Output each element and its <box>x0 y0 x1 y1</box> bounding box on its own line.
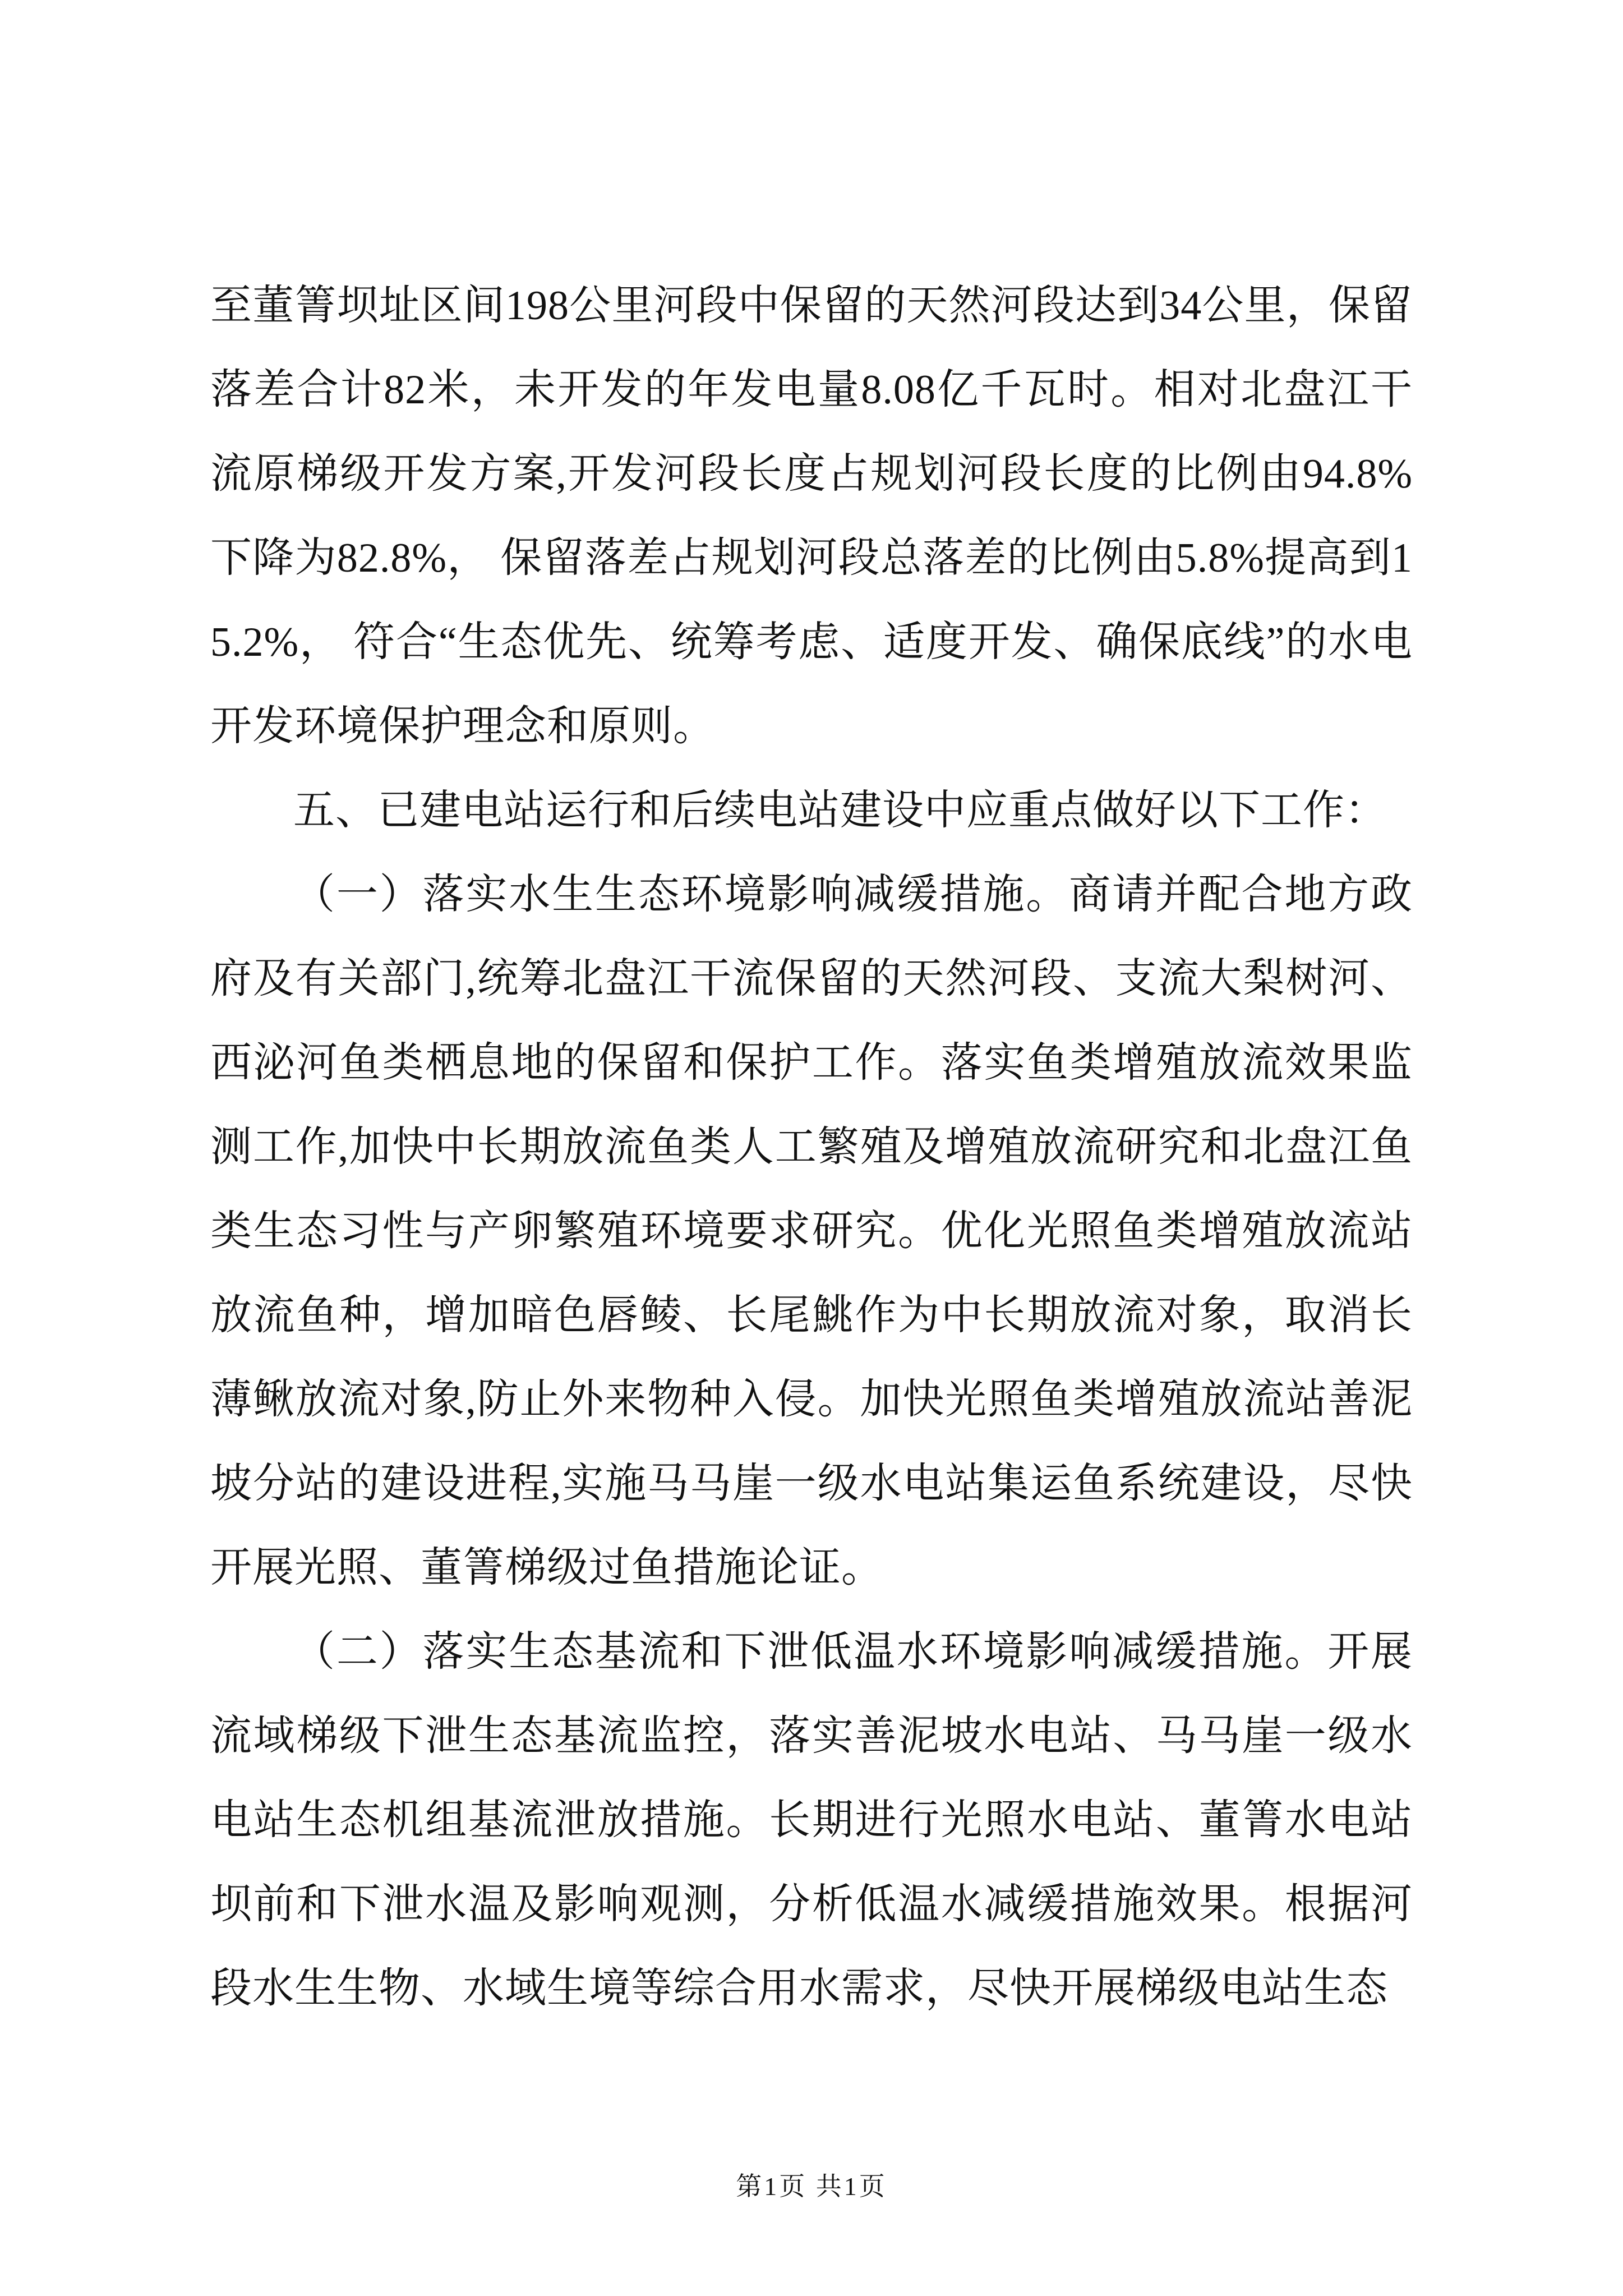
document-body <box>210 264 1413 2031</box>
paragraph-section-5-heading: 五、已建电站运行和后续电站建设中应重点做好以下工作： <box>293 788 1387 834</box>
paragraph-item-1: （一）落实水生生态环境影响减缓措施。商请并配合地方政府及有关部门,统筹北盘江干流保留的天然河段、支流大梨树河、西泌河鱼类栖息地的保留和保护工作。落实鱼类增殖放流效果监测工作,加快中长期放流鱼类人工繁殖及增殖放流研究和北盘江鱼类生态习性与产卵繁殖环境要求研究。优化光照鱼类增殖放流站放流鱼种，增加暗色唇鲮、长尾鮡作为中长期放流对象，取消长薄鳅放流对象,防止外来物种入侵。加快光照鱼类增殖放流站善泥坡分站的建设进程,实施马马崖一级水电站集运鱼系统建设，尽快开展光照、董箐梯级过鱼措施论证。 <box>210 872 1413 1591</box>
paragraph-item-2: （二）落实生态基流和下泄低温水环境影响减缓措施。开展流域梯级下泄生态基流监控，落实善泥坡水电站、马马崖一级水电站生态机组基流泄放措施。长期进行光照水电站、董箐水电站坝前和下泄水温及影响观测，分析低温水减缓措施效果。根据河段水生生物、水域生境等综合用水需求，尽快开展梯级电站生态 <box>210 1629 1413 2012</box>
page-number-footer: 第1页 共1页 <box>736 2172 887 2201</box>
paragraph-continuation: 至董箐坝址区间198公里河段中保留的天然河段达到34公里，保留落差合计82米，未开发的年发电量8.08亿千瓦时。相对北盘江干流原梯级开发方案,开发河段长度占规划河段长度的比例由94.8%下降为82.8%， 保留落差占规划河段总落差的比例由5.8%提高到15.2%， 符合“生态优先、统筹考虑、适度开发、确保底线”的水电开发环境保护理念和原则。 <box>210 283 1413 749</box>
